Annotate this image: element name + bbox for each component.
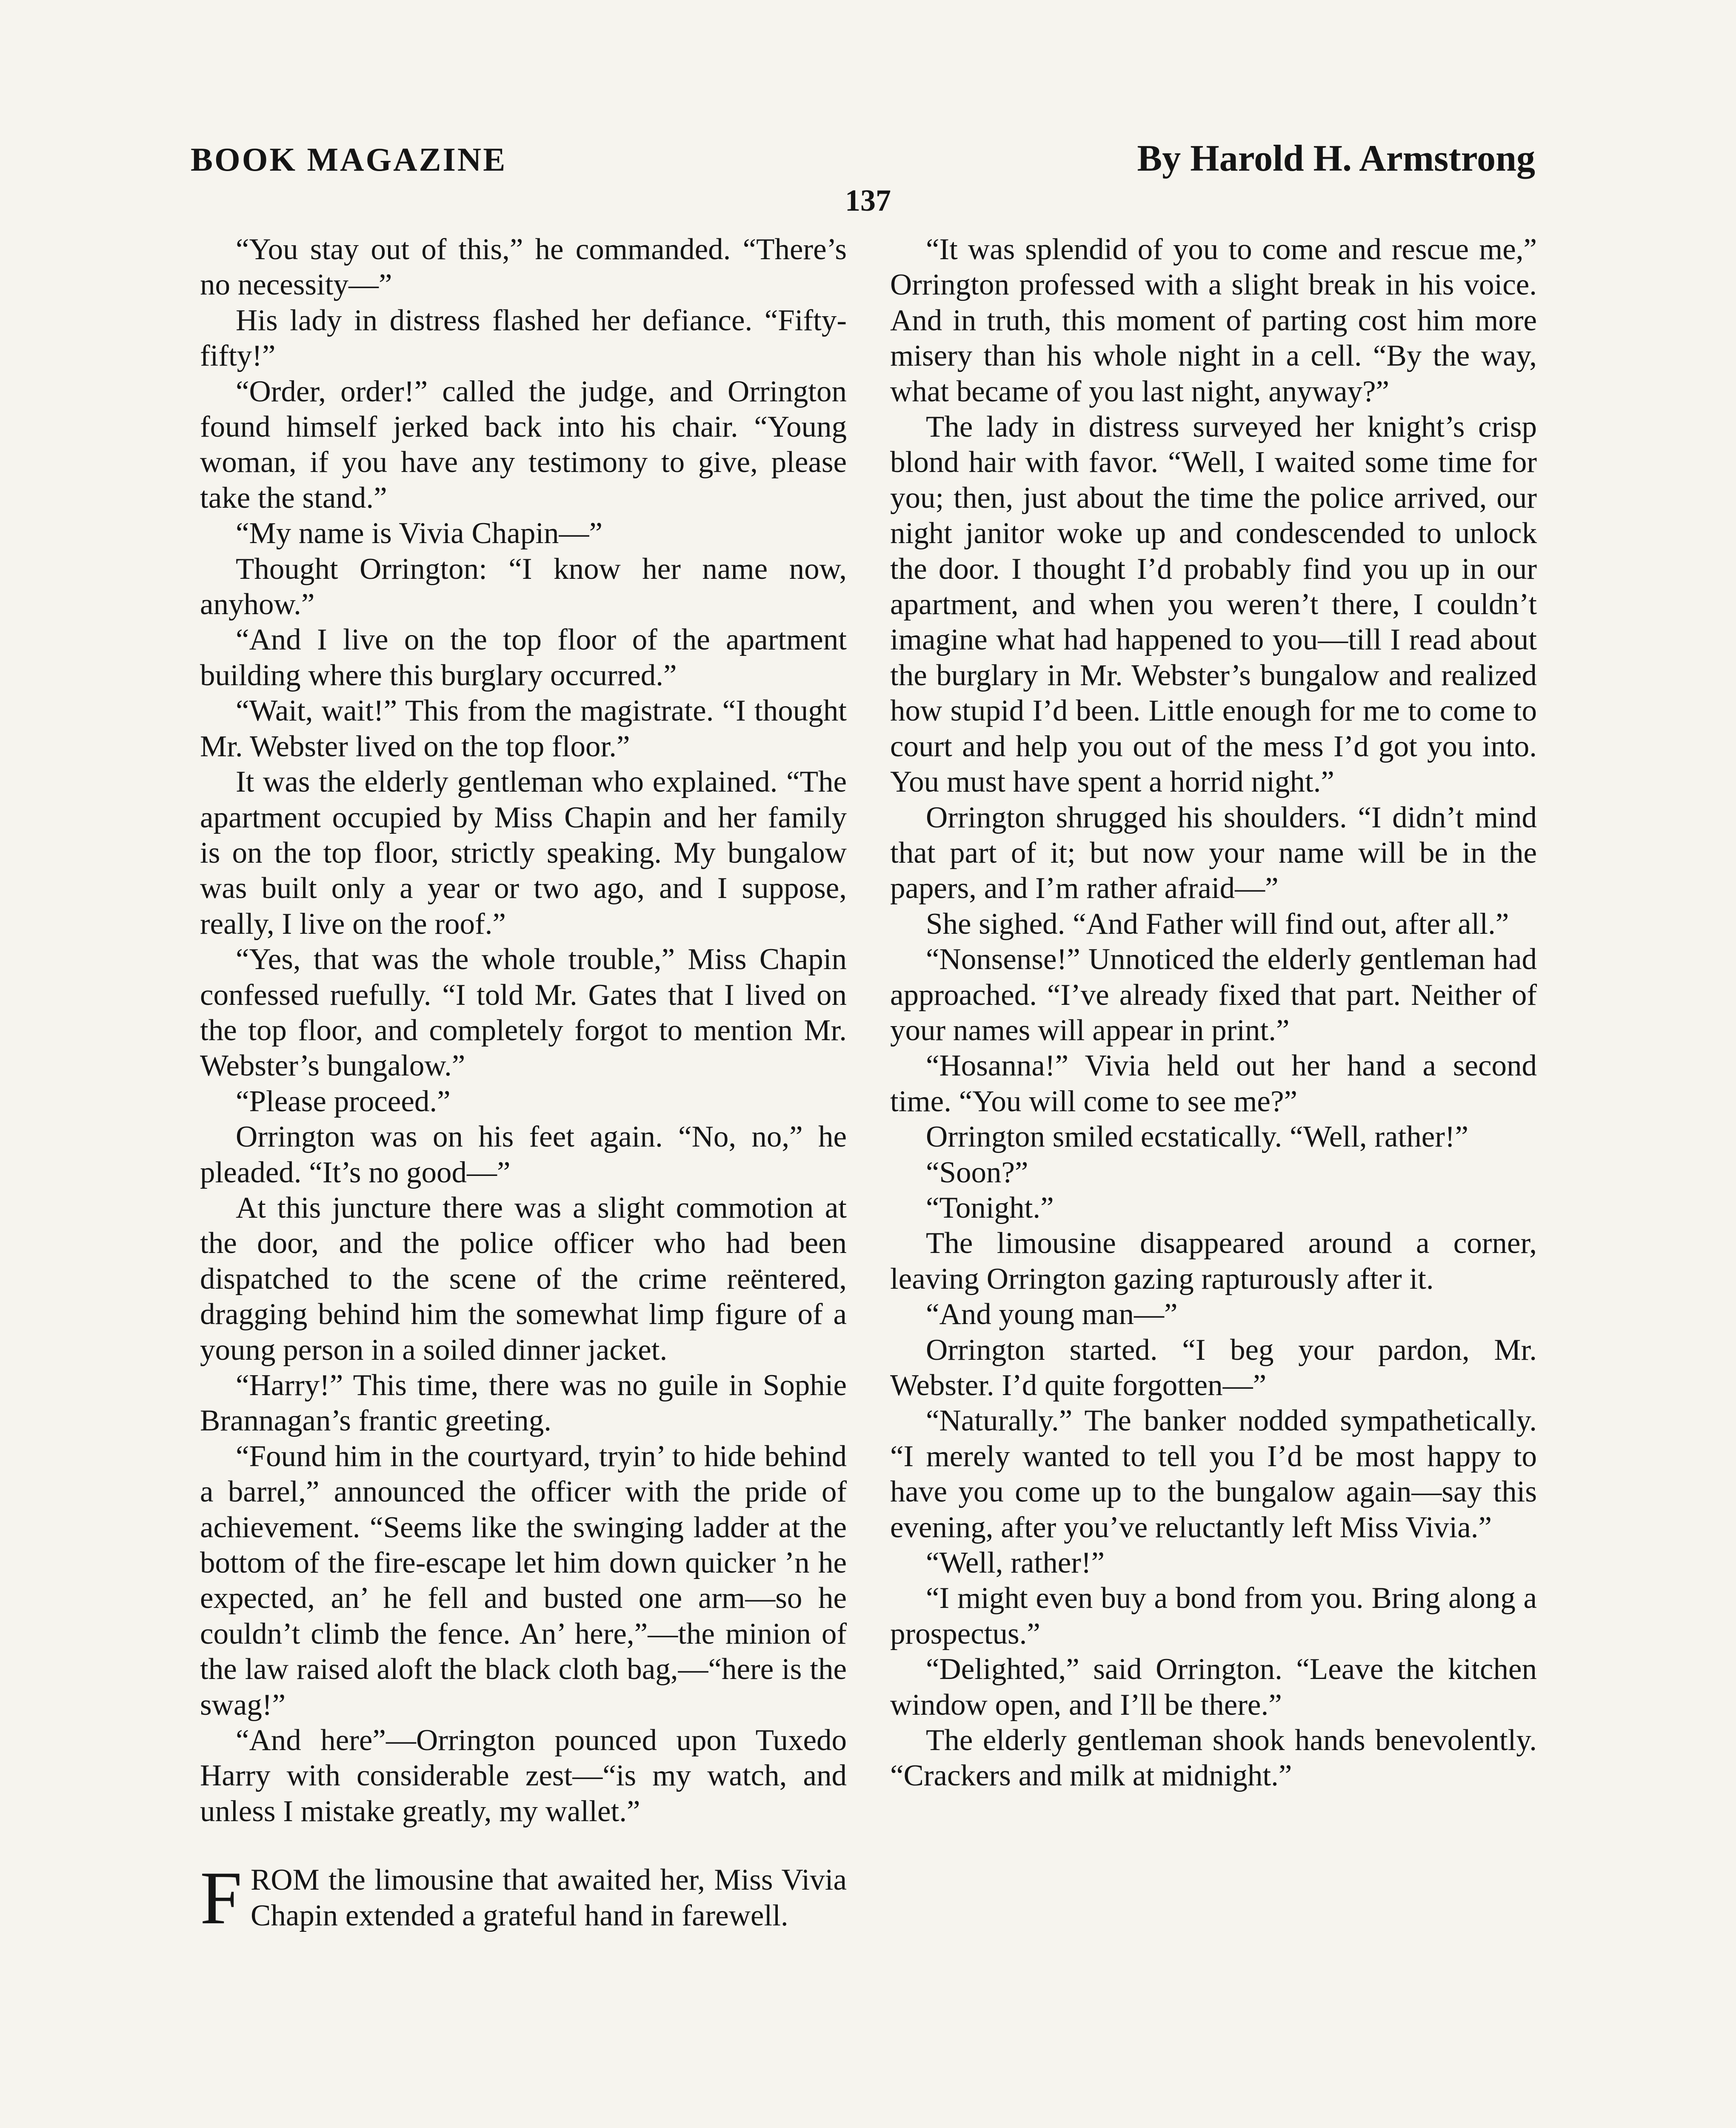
paragraph: At this juncture there was a slight commotion at the door, and the police officer who had been dispatched to the scene of the crime reëntered, dragging behind him the somewhat limp figure of a young person in a soiled dinner jacket. xyxy=(200,1191,847,1367)
page-number: 137 xyxy=(845,183,891,217)
paragraph: Thought Orrington: “I know her name now, anyhow.” xyxy=(200,552,847,621)
paragraph: “Order, order!” called the judge, and Orrington found himself jerked back into his chair. “Young woman, if you have any testimony to give, please take the stand.” xyxy=(200,375,847,515)
magazine-title: BOOK MAGAZINE xyxy=(191,141,507,178)
paragraph: “Delighted,” said Orrington. “Leave the kitchen window open, and I’ll be there.” xyxy=(890,1653,1537,1722)
page-header xyxy=(191,140,1535,187)
drop-cap: F xyxy=(200,1856,242,1940)
paragraph: “I might even buy a bond from you. Bring along a prospectus.” xyxy=(890,1582,1537,1650)
paragraph: Orrington was on his feet again. “No, no,” he pleaded. “It’s no good—” xyxy=(200,1120,847,1189)
author-byline: By Harold H. Armstrong xyxy=(1137,138,1535,179)
paragraph: “Found him in the courtyard, tryin’ to hide behind a barrel,” announced the officer with the pride of achievement. “Seems like the swinging ladder at the bottom of the fire-escape let him down quicker ’n he expected, an’ he fell and busted one arm—so he couldn’t climb the fence. An’ here,”—the minion of the law raised aloft the black cloth bag,—“here is the swag!” xyxy=(200,1439,847,1722)
paragraph: “It was splendid of you to come and rescue me,” Orrington professed with a slight break in his voice. And in truth, this moment of parting cost him more misery than his whole night in a cell. “By the way, what became of you last night, anyway?” xyxy=(890,233,1537,408)
paragraph: Orrington shrugged his shoulders. “I didn’t mind that part of it; but now your name will be in the papers, and I’m rather afraid—” xyxy=(890,801,1537,905)
paragraph: Orrington started. “I beg your pardon, Mr. Webster. I’d quite forgotten—” xyxy=(890,1333,1537,1402)
paragraph: The lady in distress surveyed her knight’s crisp blond hair with favor. “Well, I waited some time for you; then, just about the time the police arrived, our night janitor woke up and condescended to unlock the door. I thought I’d probably find you up in our apartment, and when you weren’t there, I couldn’t imagine what had happened to you—till I read about the burglary in Mr. Webster’s bungalow and realized how stupid I’d been. Little enough for me to come to court and help you out of the mess I’d got you into. You must have spent a horrid night.” xyxy=(890,410,1537,799)
paragraph: She sighed. “And Father will find out, after all.” xyxy=(926,907,1509,941)
paragraph: The elderly gentleman shook hands benevolently. “Crackers and milk at midnight.” xyxy=(890,1724,1537,1793)
paragraph: “My name is Vivia Chapin—” xyxy=(236,517,603,550)
paragraph: “Well, rather!” xyxy=(926,1546,1105,1580)
paragraph: “Yes, that was the whole trouble,” Miss Chapin confessed ruefully. “I told Mr. Gates that I lived on the top floor, and completely forgot to mention Mr. Webster’s bungalow.” xyxy=(200,943,847,1083)
paragraph: “And young man—” xyxy=(926,1298,1178,1331)
paragraph: “And here”—Orrington pounced upon Tuxedo Harry with considerable zest—“is my watch, and unless I mistake greatly, my wallet.” xyxy=(200,1724,847,1828)
paragraph: “Tonight.” xyxy=(926,1191,1054,1224)
paragraph: “You stay out of this,” he commanded. “There’s no necessity—” xyxy=(200,233,847,302)
paragraph: “Please proceed.” xyxy=(236,1084,451,1118)
section-opening-text: ROM the limousine that awaited her, Miss Vivia Chapin extended a grateful hand in farewell. xyxy=(251,1863,847,1932)
paragraph: “Soon?” xyxy=(926,1156,1028,1189)
paragraph: “Naturally.” The banker nodded sympathetically. “I merely wanted to tell you I’d be most happy to have you come up to the bungalow again—say this evening, after you’ve reluctantly left Miss Vivia.” xyxy=(890,1404,1537,1544)
paragraph: “Harry!” This time, there was no guile in Sophie Brannagan’s frantic greeting. xyxy=(200,1369,847,1438)
paragraph: Orrington smiled ecstatically. “Well, rather!” xyxy=(926,1120,1469,1154)
paragraph: “Wait, wait!” This from the magistrate. “I thought Mr. Webster lived on the top floor.” xyxy=(200,694,847,763)
paragraph: “Nonsense!” Unnoticed the elderly gentleman had approached. “I’ve already fixed that part. Neither of your names will appear in print.” xyxy=(890,943,1537,1047)
paragraph: “Hosanna!” Vivia held out her hand a second time. “You will come to see me?” xyxy=(890,1049,1537,1118)
paragraph: The limousine disappeared around a corner, leaving Orrington gazing rapturously after it. xyxy=(890,1227,1537,1296)
right-column xyxy=(890,232,1537,1794)
paragraph: It was the elderly gentleman who explained. “The apartment occupied by Miss Chapin and her family is on the top floor, strictly speaking. My bungalow was built only a year or two ago, and I suppose, really, I live on the roof.” xyxy=(200,765,847,941)
left-column xyxy=(200,232,847,1940)
paragraph: His lady in distress flashed her defiance. “Fifty-fifty!” xyxy=(200,303,847,373)
section-opening-paragraph xyxy=(200,1856,847,1940)
paragraph: “And I live on the top floor of the apartment building where this burglary occurred.” xyxy=(200,623,847,692)
